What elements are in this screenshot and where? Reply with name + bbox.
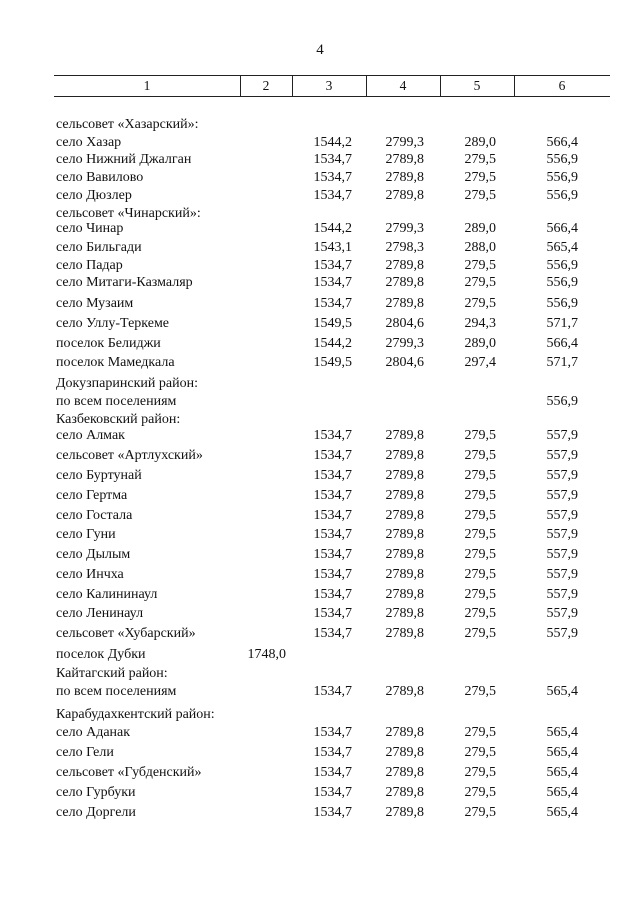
cell-col-3: 1534,7 [313, 488, 352, 503]
cell-col-6: 557,9 [546, 448, 578, 463]
page-number: 4 [316, 42, 324, 58]
cell-col-5: 279,5 [464, 258, 496, 273]
row-name: сельсовет «Хубарский» [56, 626, 196, 641]
cell-col-6: 557,9 [546, 508, 578, 523]
cell-col-3: 1534,7 [313, 188, 352, 203]
cell-col-6: 565,4 [546, 785, 578, 800]
cell-col-4: 2789,8 [385, 296, 424, 311]
cell-col-6: 557,9 [546, 626, 578, 641]
row-name: поселок Дубки [56, 647, 146, 662]
cell-col-5: 279,5 [464, 188, 496, 203]
cell-col-5: 279,5 [464, 275, 496, 290]
table-row [0, 219, 640, 239]
cell-col-5: 279,5 [464, 296, 496, 311]
cell-col-6: 557,9 [546, 587, 578, 602]
cell-col-6: 557,9 [546, 527, 578, 542]
column-header-5: 5 [473, 78, 481, 93]
row-name: село Буртунай [56, 468, 142, 483]
cell-col-5: 297,4 [464, 355, 496, 370]
cell-col-6: 557,9 [546, 547, 578, 562]
cell-col-5: 279,5 [464, 626, 496, 641]
row-name: село Инчха [56, 567, 124, 582]
row-name: село Митаги-Казмаляр [56, 275, 193, 290]
cell-col-5: 279,5 [464, 468, 496, 483]
cell-col-3: 1549,5 [313, 355, 352, 370]
cell-col-4: 2789,8 [385, 785, 424, 800]
cell-col-4: 2799,3 [385, 221, 424, 236]
cell-col-5: 288,0 [464, 240, 496, 255]
row-name: село Гурбуки [56, 785, 136, 800]
table-row [0, 645, 640, 665]
cell-col-6: 556,9 [546, 188, 578, 203]
cell-col-5: 294,3 [464, 316, 496, 331]
cell-col-4: 2804,6 [385, 355, 424, 370]
table-row [0, 705, 640, 725]
cell-col-6: 556,9 [546, 296, 578, 311]
row-name: село Вавилово [56, 170, 144, 185]
cell-col-4: 2789,8 [385, 152, 424, 167]
cell-col-6: 565,4 [546, 805, 578, 820]
cell-col-6: 565,4 [546, 745, 578, 760]
cell-col-4: 2789,8 [385, 547, 424, 562]
table-row [0, 186, 640, 206]
cell-col-3: 1534,7 [313, 684, 352, 699]
cell-col-4: 2789,8 [385, 587, 424, 602]
cell-col-3: 1543,1 [313, 240, 352, 255]
row-name: село Гуни [56, 527, 116, 542]
cell-col-3: 1544,2 [313, 135, 352, 150]
table-row [0, 525, 640, 545]
cell-col-3: 1549,5 [313, 316, 352, 331]
cell-col-4: 2789,8 [385, 468, 424, 483]
table-row [0, 545, 640, 565]
cell-col-6: 556,9 [546, 152, 578, 167]
cell-col-3: 1534,7 [313, 468, 352, 483]
row-name: село Калининаул [56, 587, 158, 602]
column-header-4: 4 [399, 78, 407, 93]
row-name: село Аданак [56, 725, 131, 740]
row-name: село Гертма [56, 488, 128, 503]
column-header-3: 3 [325, 78, 333, 93]
cell-col-4: 2789,8 [385, 725, 424, 740]
cell-col-4: 2789,8 [385, 275, 424, 290]
table-row [0, 466, 640, 486]
cell-col-5: 279,5 [464, 488, 496, 503]
table-row [0, 353, 640, 373]
row-name: сельсовет «Губденский» [56, 765, 202, 780]
cell-col-6: 571,7 [546, 355, 578, 370]
table-row [0, 294, 640, 314]
cell-col-6: 565,4 [546, 684, 578, 699]
cell-col-5: 279,5 [464, 606, 496, 621]
cell-col-5: 279,5 [464, 547, 496, 562]
table-row [0, 506, 640, 526]
table-row [0, 115, 640, 135]
cell-col-4: 2789,8 [385, 188, 424, 203]
cell-col-3: 1534,7 [313, 275, 352, 290]
cell-col-3: 1534,7 [313, 428, 352, 443]
cell-col-5: 289,0 [464, 135, 496, 150]
cell-col-4: 2789,8 [385, 258, 424, 273]
cell-col-5: 279,5 [464, 448, 496, 463]
cell-col-6: 565,4 [546, 725, 578, 740]
row-name: село Гели [56, 745, 114, 760]
cell-col-4: 2789,8 [385, 428, 424, 443]
cell-col-4: 2789,8 [385, 684, 424, 699]
cell-col-5: 279,5 [464, 428, 496, 443]
row-name: село Музаим [56, 296, 134, 311]
cell-col-3: 1534,7 [313, 626, 352, 641]
table-row [0, 783, 640, 803]
table-row [0, 803, 640, 823]
cell-col-5: 279,5 [464, 745, 496, 760]
cell-col-4: 2799,3 [385, 336, 424, 351]
row-name: село Ленинаул [56, 606, 144, 621]
table-row [0, 743, 640, 763]
table-row [0, 585, 640, 605]
cell-col-6: 566,4 [546, 336, 578, 351]
row-name: Карабудахкентский район: [56, 707, 215, 722]
table-row [0, 446, 640, 466]
row-name: село Падар [56, 258, 123, 273]
cell-col-3: 1534,7 [313, 296, 352, 311]
row-name: село Бильгади [56, 240, 142, 255]
cell-col-5: 279,5 [464, 152, 496, 167]
cell-col-3: 1534,7 [313, 258, 352, 273]
row-name: село Гостала [56, 508, 133, 523]
row-name: село Дылым [56, 547, 131, 562]
cell-col-4: 2789,8 [385, 567, 424, 582]
column-header-1: 1 [143, 78, 151, 93]
cell-col-5: 279,5 [464, 684, 496, 699]
cell-col-3: 1544,2 [313, 221, 352, 236]
column-header-6: 6 [558, 78, 566, 93]
cell-col-4: 2789,8 [385, 508, 424, 523]
cell-col-3: 1534,7 [313, 587, 352, 602]
cell-col-6: 556,9 [546, 170, 578, 185]
cell-col-4: 2789,8 [385, 606, 424, 621]
cell-col-4: 2789,8 [385, 170, 424, 185]
cell-col-6: 566,4 [546, 221, 578, 236]
row-name: сельсовет «Чинарский»: [56, 206, 201, 221]
table-row [0, 238, 640, 258]
cell-col-3: 1534,7 [313, 606, 352, 621]
cell-col-6: 556,9 [546, 394, 578, 409]
cell-col-5: 279,5 [464, 170, 496, 185]
cell-col-6: 557,9 [546, 488, 578, 503]
table-row [0, 624, 640, 644]
row-name: по всем поселениям [56, 684, 177, 699]
row-name: село Нижний Джалган [56, 152, 192, 167]
table-row [0, 150, 640, 170]
cell-col-6: 556,9 [546, 258, 578, 273]
cell-col-3: 1534,7 [313, 508, 352, 523]
cell-col-4: 2799,3 [385, 135, 424, 150]
cell-col-3: 1534,7 [313, 527, 352, 542]
cell-col-2: 1748,0 [247, 647, 286, 662]
row-name: Казбековский район: [56, 412, 181, 427]
table-row [0, 426, 640, 446]
cell-col-5: 289,0 [464, 221, 496, 236]
cell-col-3: 1534,7 [313, 765, 352, 780]
cell-col-6: 565,4 [546, 765, 578, 780]
cell-col-6: 565,4 [546, 240, 578, 255]
cell-col-6: 556,9 [546, 275, 578, 290]
row-name: село Уллу-Теркеме [56, 316, 170, 331]
cell-col-5: 279,5 [464, 567, 496, 582]
cell-col-5: 279,5 [464, 587, 496, 602]
row-name: сельсовет «Хазарский»: [56, 117, 199, 132]
cell-col-3: 1534,7 [313, 785, 352, 800]
row-name: село Доргели [56, 805, 136, 820]
table-row [0, 374, 640, 394]
cell-col-3: 1534,7 [313, 170, 352, 185]
cell-col-6: 557,9 [546, 567, 578, 582]
cell-col-5: 279,5 [464, 725, 496, 740]
table-row [0, 604, 640, 624]
row-name: Докузпаринский район: [56, 376, 198, 391]
cell-col-3: 1534,7 [313, 725, 352, 740]
table-row [0, 565, 640, 585]
table-row [0, 273, 640, 293]
cell-col-6: 557,9 [546, 606, 578, 621]
cell-col-4: 2804,6 [385, 316, 424, 331]
table-row [0, 334, 640, 354]
row-name: село Чинар [56, 221, 124, 236]
cell-col-6: 557,9 [546, 468, 578, 483]
table-row [0, 723, 640, 743]
cell-col-3: 1544,2 [313, 336, 352, 351]
cell-col-4: 2789,8 [385, 745, 424, 760]
cell-col-4: 2789,8 [385, 448, 424, 463]
cell-col-3: 1534,7 [313, 547, 352, 562]
table-row [0, 682, 640, 702]
table-row [0, 664, 640, 684]
cell-col-6: 571,7 [546, 316, 578, 331]
row-name: поселок Белиджи [56, 336, 161, 351]
cell-col-5: 279,5 [464, 785, 496, 800]
cell-col-3: 1534,7 [313, 152, 352, 167]
cell-col-5: 279,5 [464, 527, 496, 542]
cell-col-4: 2789,8 [385, 805, 424, 820]
row-name: село Хазар [56, 135, 122, 150]
cell-col-4: 2789,8 [385, 488, 424, 503]
cell-col-3: 1534,7 [313, 805, 352, 820]
table-row [0, 486, 640, 506]
cell-col-3: 1534,7 [313, 448, 352, 463]
cell-col-3: 1534,7 [313, 567, 352, 582]
cell-col-5: 279,5 [464, 765, 496, 780]
cell-col-4: 2789,8 [385, 626, 424, 641]
row-name: по всем поселениям [56, 394, 177, 409]
table-row [0, 763, 640, 783]
row-name: село Алмак [56, 428, 125, 443]
table-row [0, 314, 640, 334]
table-header [54, 75, 610, 97]
cell-col-5: 279,5 [464, 805, 496, 820]
cell-col-5: 289,0 [464, 336, 496, 351]
cell-col-6: 557,9 [546, 428, 578, 443]
table-row [0, 168, 640, 188]
table-row [0, 392, 640, 412]
row-name: поселок Мамедкала [56, 355, 175, 370]
row-name: село Дюзлер [56, 188, 132, 203]
cell-col-5: 279,5 [464, 508, 496, 523]
row-name: Кайтагский район: [56, 666, 168, 681]
cell-col-3: 1534,7 [313, 745, 352, 760]
cell-col-4: 2789,8 [385, 765, 424, 780]
cell-col-4: 2789,8 [385, 527, 424, 542]
row-name: сельсовет «Артлухский» [56, 448, 203, 463]
column-header-2: 2 [262, 78, 270, 93]
cell-col-6: 566,4 [546, 135, 578, 150]
cell-col-4: 2798,3 [385, 240, 424, 255]
